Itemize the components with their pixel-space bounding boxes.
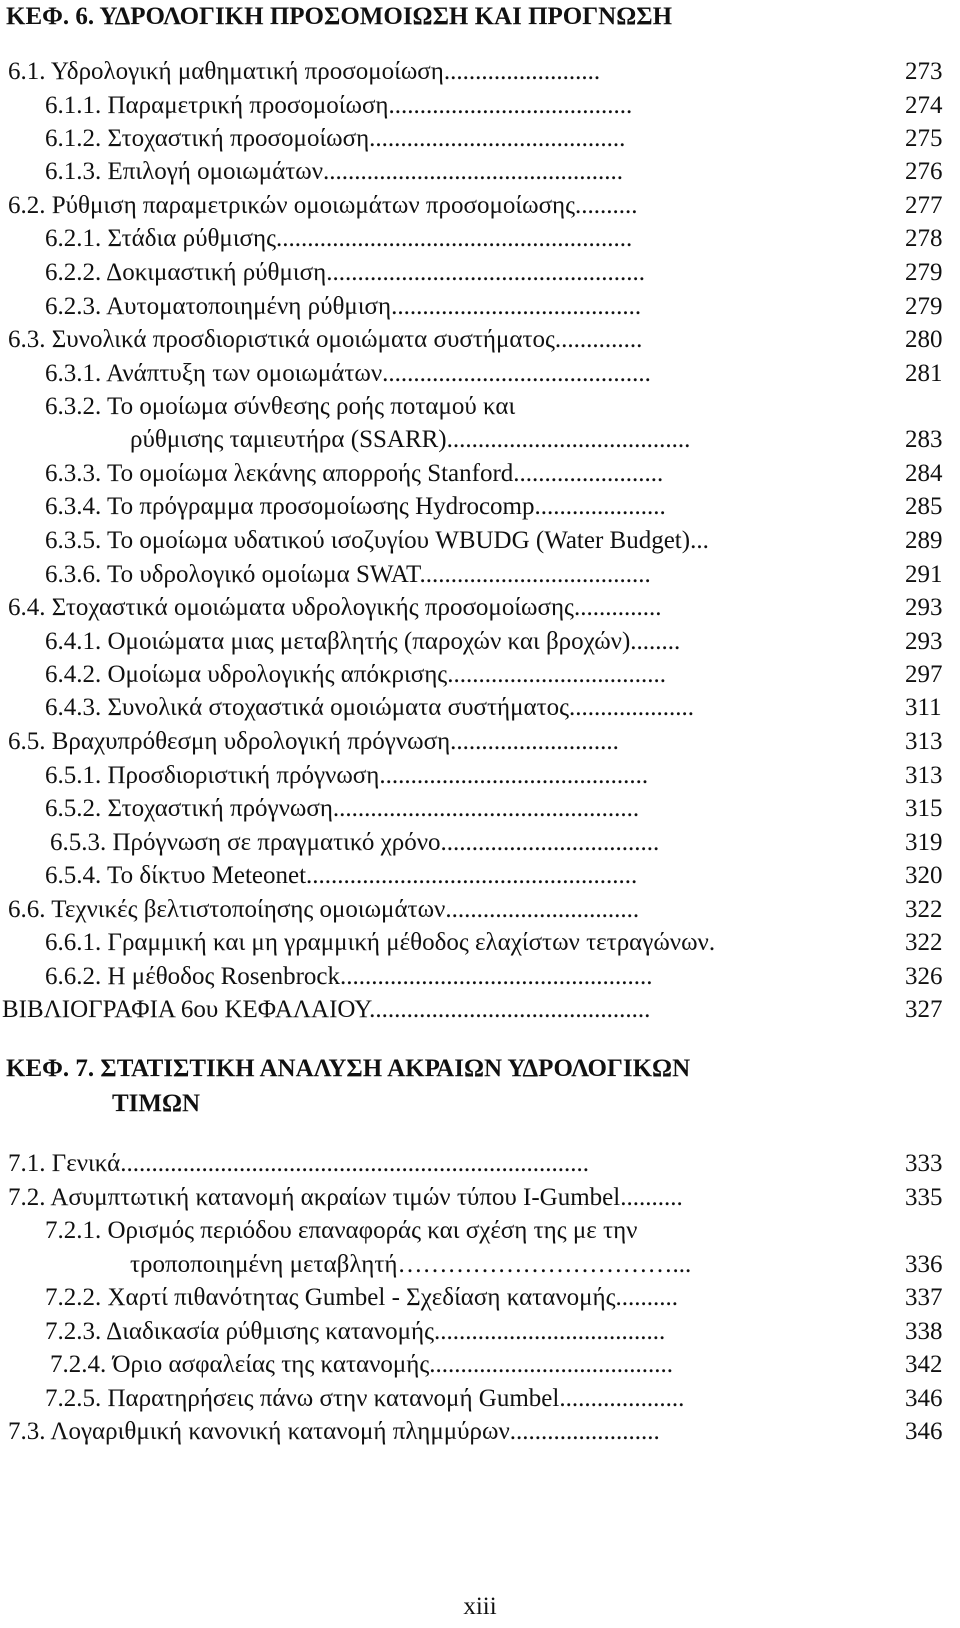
toc-7-entry[interactable]: 7.3. Λογαριθμική κανονική κατανομή πλημμύρων........................ 346 — [0, 1415, 960, 1448]
entry-page-number: 338 — [905, 1318, 943, 1345]
entry-page-number: 311 — [905, 694, 942, 721]
toc-6-entry[interactable]: 6.1.1. Παραμετρική προσομοίωση....................................... 274 — [0, 89, 960, 122]
entry-page-number: 280 — [905, 326, 943, 353]
toc-6-entry[interactable]: 6.6.1. Γραμμική και μη γραμμική μέθοδος ελαχίστων τετραγώνων. 322 — [0, 926, 960, 959]
toc-6-entry[interactable]: 6.1.2. Στοχαστική προσομοίωση......................................... 275 — [0, 122, 960, 155]
entry-page-number: 275 — [905, 125, 943, 152]
toc-6-entry[interactable]: ρύθμισης ταμιευτήρα (SSARR)....................................... 283 — [0, 423, 960, 456]
toc-7-entry[interactable]: 7.2.4. Όριο ασφαλείας της κατανομής....................................... 342 — [0, 1348, 960, 1381]
toc-6-entry[interactable]: 6.5.3. Πρόγνωση σε πραγματικό χρόνο................................... 319 — [0, 826, 960, 859]
toc-6-entry[interactable]: 6.3.2. Το ομοίωμα σύνθεσης ροής ποταμού και — [45, 393, 516, 420]
toc-6-entry[interactable]: 6.2. Ρύθμιση παραμετρικών ομοιωμάτων προσομοίωσης.......... 277 — [0, 189, 960, 222]
entry-page-number: 289 — [905, 527, 943, 554]
entry-page-number: 291 — [905, 561, 943, 588]
toc-6-entry[interactable]: 6.3.4. Το πρόγραμμα προσομοίωσης Hydrocomp..................... 285 — [0, 490, 960, 523]
toc-7-entry[interactable]: 7.2.5. Παρατηρήσεις πάνω στην κατανομή Gumbel.................... 346 — [0, 1382, 960, 1415]
entry-page-number: 277 — [905, 192, 943, 219]
entry-page-number: 337 — [905, 1284, 943, 1311]
chapter-7-title: ΚΕΦ. 7. ΣΤΑΤΙΣΤΙΚΗ ΑΝΑΛΥΣΗ ΑΚΡΑΙΩΝ ΥΔΡΟΛΟΓΙΚΩΝ — [6, 1055, 691, 1082]
toc-6-entry[interactable]: 6.5. Βραχυπρόθεσμη υδρολογική πρόγνωση........................... 313 — [0, 725, 960, 758]
entry-page-number: 319 — [905, 829, 943, 856]
entry-page-number: 279 — [905, 293, 943, 320]
page-number: xiii — [463, 1593, 497, 1620]
entry-page-number: 276 — [905, 158, 943, 185]
toc-6-entry[interactable]: 6.1. Υδρολογική μαθηματική προσομοίωση......................... 273 — [0, 55, 960, 88]
entry-page-number: 326 — [905, 963, 943, 990]
toc-6-entry[interactable]: 6.3.6. Το υδρολογικό ομοίωμα SWAT..................................... 291 — [0, 558, 960, 591]
entry-page-number: 320 — [905, 862, 943, 889]
entry-page-number: 342 — [905, 1351, 943, 1378]
chapter-7-title-cont: ΤΙΜΩΝ — [112, 1090, 201, 1117]
entry-page-number: 335 — [905, 1184, 943, 1211]
toc-6-entry[interactable]: 6.5.1. Προσδιοριστική πρόγνωση........................................... 313 — [0, 759, 960, 792]
toc-7-entry[interactable]: 7.2.1. Ορισμός περιόδου επαναφοράς και σχέση της με την — [45, 1217, 638, 1244]
toc-6-entry[interactable]: 6.6. Τεχνικές βελτιστοποίησης ομοιωμάτων............................... 322 — [0, 893, 960, 926]
entry-page-number: 327 — [905, 996, 943, 1023]
entry-page-number: 293 — [905, 594, 943, 621]
toc-7-entry[interactable]: 7.1. Γενικά........................................................................... 333 — [0, 1147, 960, 1180]
entry-page-number: 273 — [905, 58, 943, 85]
entry-page-number: 284 — [905, 460, 943, 487]
entry-page-number: 274 — [905, 92, 943, 119]
toc-6-entry[interactable]: 6.3.1. Ανάπτυξη των ομοιωμάτων........................................... 281 — [0, 357, 960, 390]
toc-7-entry[interactable]: τροποποιημένη μεταβλητή……………………………... 336 — [0, 1248, 960, 1281]
toc-6-entry[interactable]: 6.1.3. Επιλογή ομοιωμάτων................................................ 276 — [0, 155, 960, 188]
toc-7-entry[interactable]: 7.2.3. Διαδικασία ρύθμισης κατανομής..................................... 338 — [0, 1315, 960, 1348]
entry-page-number: 315 — [905, 795, 943, 822]
entry-page-number: 336 — [905, 1251, 943, 1278]
entry-page-number: 313 — [905, 762, 943, 789]
entry-page-number: 322 — [905, 929, 943, 956]
entry-page-number: 293 — [905, 628, 943, 655]
entry-page-number: 285 — [905, 493, 943, 520]
toc-6-entry[interactable]: ΒΙΒΛΙΟΓΡΑΦΙΑ 6ου ΚΕΦΑΛΑΙΟΥ............................................. 327 — [0, 993, 960, 1026]
entry-page-number: 297 — [905, 661, 943, 688]
toc-6-entry[interactable]: 6.2.2. Δοκιμαστική ρύθμιση................................................... 279 — [0, 256, 960, 289]
toc-6-entry[interactable]: 6.6.2. Η μέθοδος Rosenbrock.................................................. 326 — [0, 960, 960, 993]
toc-6-entry[interactable]: 6.3.5. Το ομοίωμα υδατικού ισοζυγίου WBUDG (Water Budget)... 289 — [0, 524, 960, 557]
entry-page-number: 346 — [905, 1385, 943, 1412]
toc-7-entry[interactable]: 7.2. Ασυμπτωτική κατανομή ακραίων τιμών τύπου I-Gumbel.......... 335 — [0, 1181, 960, 1214]
entry-page-number: 278 — [905, 225, 943, 252]
chapter-6-title: ΚΕΦ. 6. ΥΔΡΟΛΟΓΙΚΗ ΠΡΟΣΟΜΟΙΩΣΗ ΚΑΙ ΠΡΟΓΝΩΣΗ — [6, 3, 673, 30]
entry-page-number: 346 — [905, 1418, 943, 1445]
entry-page-number: 281 — [905, 360, 943, 387]
entry-page-number: 313 — [905, 728, 943, 755]
toc-6-entry[interactable]: 6.4.3. Συνολικά στοχαστικά ομοιώματα συστήματος.................... 311 — [0, 691, 960, 724]
toc-7-entry[interactable]: 7.2.2. Χαρτί πιθανότητας Gumbel - Σχεδίαση κατανομής.......... 337 — [0, 1281, 960, 1314]
toc-6-entry[interactable]: 6.5.4. Το δίκτυο Meteonet..................................................... 320 — [0, 859, 960, 892]
toc-6-entry[interactable]: 6.2.1. Στάδια ρύθμισης......................................................... 278 — [0, 222, 960, 255]
toc-6-entry[interactable]: 6.2.3. Αυτοματοποιημένη ρύθμιση........................................ 279 — [0, 290, 960, 323]
entry-page-number: 333 — [905, 1150, 943, 1177]
toc-6-entry[interactable]: 6.4.1. Ομοιώματα μιας μεταβλητής (παροχών και βροχών)........ 293 — [0, 625, 960, 658]
toc-6-entry[interactable]: 6.3.3. Το ομοίωμα λεκάνης απορροής Stanford........................ 284 — [0, 457, 960, 490]
toc-6-entry[interactable]: 6.5.2. Στοχαστική πρόγνωση................................................. 315 — [0, 792, 960, 825]
toc-6-entry[interactable]: 6.4.2. Ομοίωμα υδρολογικής απόκρισης................................... 297 — [0, 658, 960, 691]
toc-6-entry[interactable]: 6.3. Συνολικά προσδιοριστικά ομοιώματα συστήματος.............. 280 — [0, 323, 960, 356]
toc-6-entry[interactable]: 6.4. Στοχαστικά ομοιώματα υδρολογικής προσομοίωσης.............. 293 — [0, 591, 960, 624]
entry-page-number: 279 — [905, 259, 943, 286]
entry-page-number: 322 — [905, 896, 943, 923]
entry-page-number: 283 — [905, 426, 943, 453]
